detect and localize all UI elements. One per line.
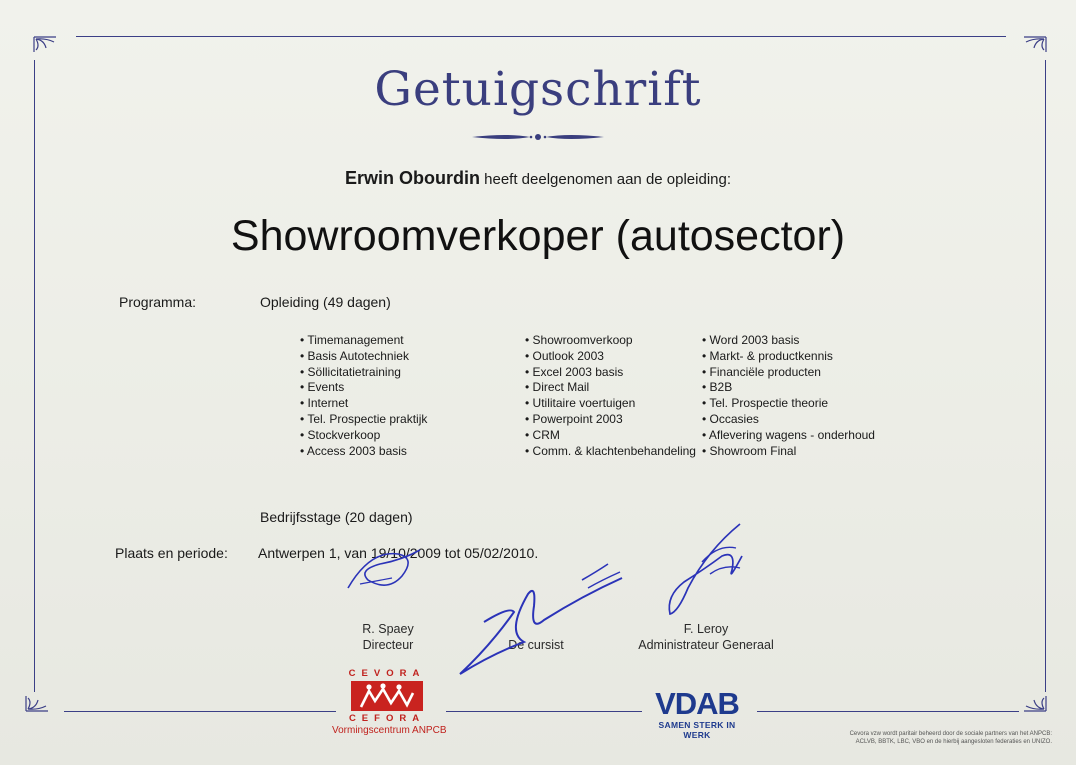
place-period-value: Antwerpen 1, van 19/10/2009 tot 05/02/2010. — [258, 545, 539, 561]
corner-ornament-bottom-right — [1022, 694, 1048, 714]
participant-name: Erwin Obourdin — [344, 168, 480, 188]
program-item: • Excel 2003 basis — [525, 365, 696, 381]
figures-icon — [351, 681, 423, 711]
bottom-border-right — [757, 711, 1019, 712]
program-item: • CRM — [525, 428, 696, 444]
course-title: Showroomverkoper (autosector) — [230, 212, 846, 260]
cefora-wordmark: CEFORA — [348, 713, 426, 724]
corner-ornament-top-left — [32, 34, 58, 54]
program-item: • Direct Mail — [525, 380, 696, 396]
signatory-role: De cursist — [508, 638, 564, 652]
program-item: • Outlook 2003 — [525, 349, 696, 365]
vdab-logo — [644, 688, 750, 740]
top-border — [76, 36, 1006, 37]
program-item: • Powerpoint 2003 — [525, 412, 696, 428]
signature-participant — [432, 550, 632, 690]
training-heading: Opleiding (49 dagen) — [260, 294, 391, 310]
program-item: • Stockverkoop — [300, 428, 427, 444]
program-item: • Timemanagement — [300, 333, 427, 349]
bottom-border-left — [64, 711, 336, 712]
corner-ornament-top-right — [1022, 34, 1048, 54]
footer-note-line: ACLVB, BBTK, LBC, VBO en de hierbij aangesloten federaties en UNIZO. — [855, 739, 1052, 745]
program-item: • Aflevering wagens - onderhoud — [702, 428, 875, 444]
program-item: • Söllicitatietraining — [300, 365, 427, 381]
signature-administrator — [648, 516, 752, 620]
program-item: • Showroomverkoop — [525, 333, 696, 349]
program-item: • Financiële producten — [702, 365, 875, 381]
program-item: • Occasies — [702, 412, 875, 428]
vdab-wordmark: VDAB — [655, 686, 739, 721]
right-border — [1045, 60, 1046, 692]
program-item: • Markt- & productkennis — [702, 349, 875, 365]
certificate-title: Getuigschrift — [374, 62, 702, 117]
cevora-subtitle: Vormingscentrum ANPCB — [332, 725, 447, 736]
program-item: • Comm. & klachtenbehandeling — [525, 444, 696, 460]
program-item: • Word 2003 basis — [702, 333, 875, 349]
participant-line — [0, 168, 1076, 189]
cevora-emblem — [351, 681, 423, 711]
program-column-2 — [525, 333, 696, 459]
program-item: • Utilitaire voertuigen — [525, 396, 696, 412]
program-item: • Internet — [300, 396, 427, 412]
signatory-administrator — [606, 621, 806, 653]
corner-ornament-bottom-left — [24, 694, 50, 714]
program-item: • Tel. Prospectie praktijk — [300, 412, 427, 428]
intro-text: heeft deelgenomen aan de opleiding: — [484, 171, 732, 188]
program-item: • Tel. Prospectie theorie — [702, 396, 875, 412]
title-flourish — [468, 130, 608, 144]
cevora-wordmark: CEVORA — [348, 668, 426, 679]
signatory-name: F. Leroy — [683, 622, 729, 636]
vdab-tagline: SAMEN STERK IN WERK — [658, 720, 736, 740]
internship-heading: Bedrijfsstage (20 dagen) — [260, 509, 413, 525]
program-column-3 — [702, 333, 875, 459]
signature-director — [340, 540, 430, 600]
left-border — [34, 60, 35, 692]
bottom-border-middle — [446, 711, 642, 712]
signatory-role: Administrateur Generaal — [638, 638, 774, 652]
program-label: Programma: — [119, 294, 197, 310]
place-period-label: Plaats en periode: — [115, 545, 228, 561]
cevora-logo — [332, 668, 447, 736]
program-item: • Showroom Final — [702, 444, 875, 460]
program-column-1 — [300, 333, 427, 459]
signatory-role: Directeur — [362, 638, 414, 652]
program-item: • Access 2003 basis — [300, 444, 427, 460]
footer-note-line: Cevora vzw wordt paritair beheerd door de sociale partners van het ANPCB: — [849, 731, 1052, 737]
program-item: • Events — [300, 380, 427, 396]
program-item: • Basis Autotechniek — [300, 349, 427, 365]
footer-note — [790, 730, 1052, 746]
signatory-name: R. Spaey — [362, 622, 414, 636]
program-item: • B2B — [702, 380, 875, 396]
